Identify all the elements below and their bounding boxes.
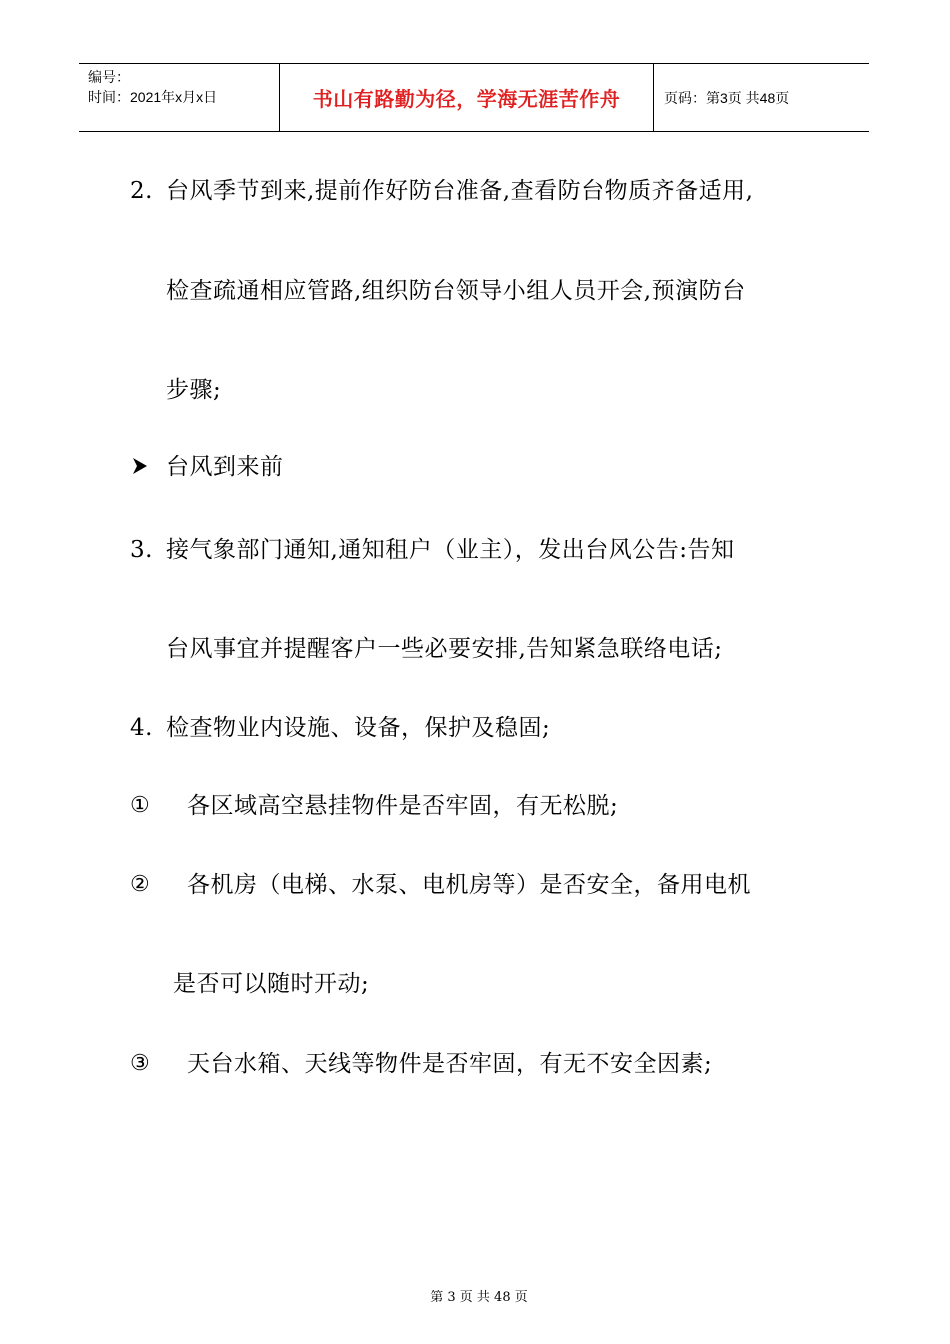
item-3-text-1: 接气象部门通知,通知租户（业主），发出台风公告:告知 [166,537,735,563]
sub-item-2-line-1: 各机房（电梯、水泵、电机房等）是否安全，备用电机 [187,872,751,898]
page-info-text: 页码：第3页 共48页 [664,89,790,106]
item-2-line-1 [130,176,753,206]
header-motto: 书山有路勤为径，学海无涯苦作舟 [312,87,621,111]
item-2-line-2: 检查疏通相应管路,组织防台领导小组人员开会,预演防台 [166,278,746,304]
sub-item-3-text: 天台水箱、天线等物件是否牢固，有无不安全因素; [187,1051,713,1077]
circled-one-marker: ① [130,793,150,818]
circled-three-marker: ③ [130,1051,150,1076]
page-footer: 第 3 页 共 48 页 [430,1290,528,1305]
header-meta [79,64,280,131]
item-3-line-2: 台风事宜并提醒客户一些必要安排,告知紧急联络电话; [166,636,723,662]
header-page-info [654,64,869,131]
item-2-text-1: 台风季节到来,提前作好防台准备,查看防台物质齐备适用, [166,178,754,204]
circled-two-marker: ② [130,872,150,897]
item-4-number: 4. [130,715,153,741]
item-2-line-3: 步骤; [166,377,222,403]
date-label: 时间：2021年x月x日 [88,89,218,105]
item-3-line-1 [130,535,735,565]
item-2-number: 2. [130,178,153,204]
header-motto-cell [280,64,654,131]
sub-item-2-line-2: 是否可以随时开动; [173,971,370,997]
sub-item-1-text: 各区域高空悬挂物件是否牢固，有无松脱; [187,793,619,819]
serial-number-label: 编号： [88,69,130,85]
arrow-bullet-icon [130,456,150,476]
item-3-number: 3. [130,537,153,563]
item-4-line-1 [130,713,550,743]
section-title: 台风到来前 [166,454,284,480]
item-4-text-1: 检查物业内设施、设备，保护及稳固; [166,715,551,741]
document-header [79,63,869,132]
